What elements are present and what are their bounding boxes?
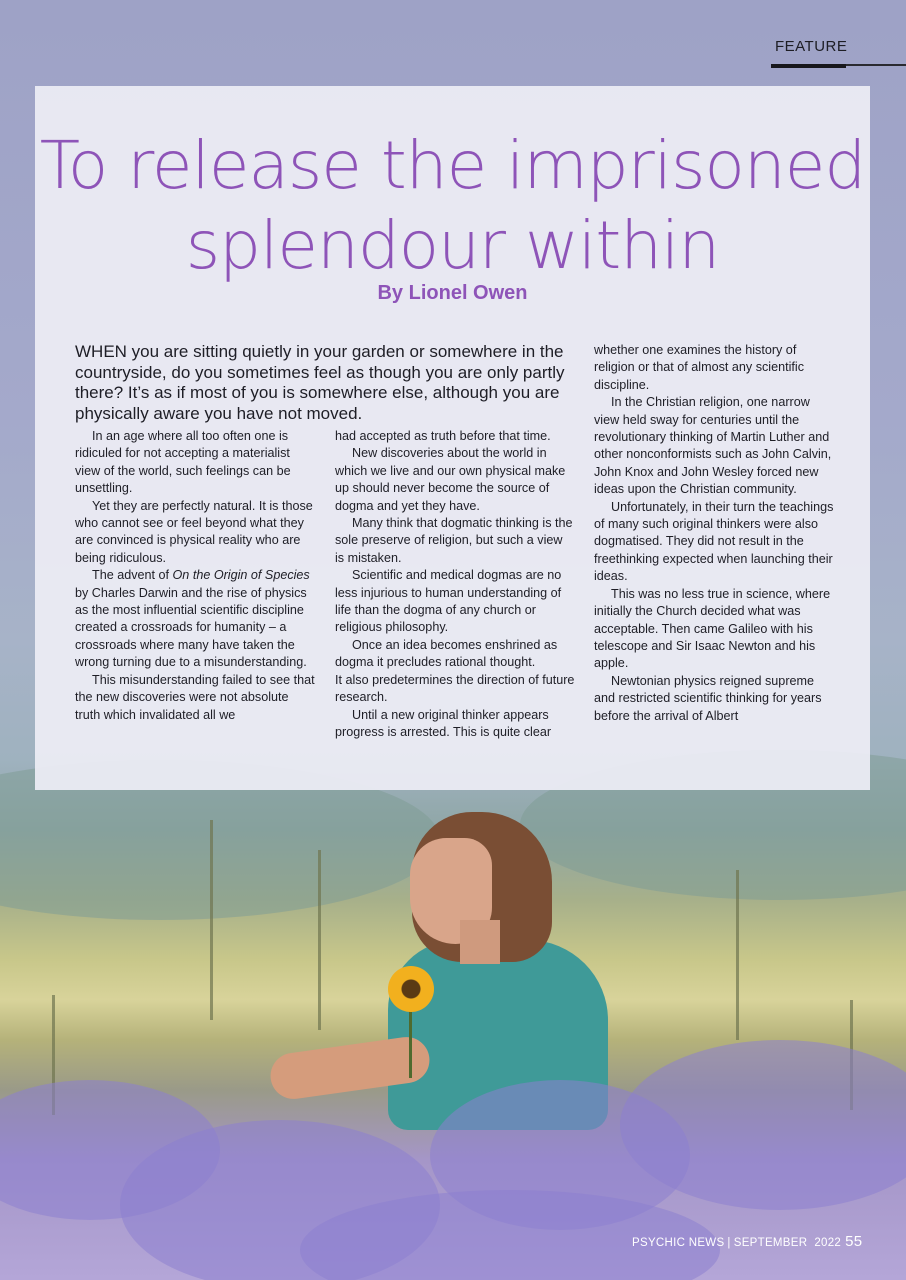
paragraph: Until a new original thinker appears progress is arrested. This is quite clear — [335, 707, 552, 739]
plant-stem — [210, 820, 213, 1020]
footer-separator: | — [727, 1237, 731, 1249]
issue-date: SEPTEMBER 2022 — [733, 1237, 842, 1249]
intro-paragraph: WHEN you are sitting quietly in your garden or somewhere in the countryside, do you sometimes feel as though you are only partly there? It’s as if most of you is somewhere else, although you are physically aware you have not moved. — [75, 342, 565, 423]
paragraph: New discoveries about the world in which we live and our own physical make up should never become the source of dogma and yet they have. — [335, 446, 566, 513]
paragraph: Many think that dogmatic thinking is the sole preserve of religion, but such a view is mistaken. — [335, 516, 573, 565]
paragraph: Yet they are perfectly natural. It is those who cannot see or feel beyond what they are convinced is physical reality who are being ridiculous. — [75, 498, 313, 565]
paragraph: whether one examines the history of religion or that of almost any scientific discipline. — [594, 343, 804, 392]
paragraph: The advent of On the Origin of Species by Charles Darwin and the rise of physics as the most influential scientific discipline created a crossroads for humanity – a crossroads where many have taken the wrong turning due to a misunderstanding. — [75, 568, 310, 670]
plant-stem — [318, 850, 321, 1030]
article-panel — [35, 86, 870, 790]
section-label: FEATURE — [775, 38, 848, 55]
paragraph: Newtonian physics reigned supreme and restricted scientific thinking for years before the arrival of Albert — [594, 673, 822, 723]
column-3 — [594, 342, 834, 725]
book-title: On the Origin of Species — [172, 568, 310, 583]
title-line-2: splendour within — [185, 207, 720, 284]
paragraph: Unfortunately, in their turn the teachings of many such original thinkers were also dogmatised. They did not result in the freethinking expected when launching their ideas. — [594, 499, 834, 584]
paragraph: Once an idea becomes enshrined as dogma it precludes rational thought. — [335, 637, 558, 670]
page-footer — [632, 1233, 862, 1250]
paragraph: In an age where all too often one is ridiculed for not accepting a materialist view of the world, such feelings can be unsettling. — [75, 429, 291, 496]
sunflower-icon — [388, 966, 434, 1012]
section-rule-accent — [771, 64, 846, 68]
byline: By Lionel Owen — [377, 282, 528, 304]
article-title — [35, 126, 870, 286]
column-2 — [335, 428, 575, 741]
paragraph: In the Christian religion, one narrow view held sway for centuries until the revolutionary thinking of Martin Luther and other nonconformists such as John Calvin, John Knox and John Wesley forced new ideas upon the Christian community. — [594, 395, 832, 497]
title-line-1: To release the imprisoned — [39, 127, 866, 204]
neck — [460, 920, 500, 964]
paragraph: Scientific and medical dogmas are no less injurious to human understanding of life than the dogma of any church or religious philosophy. — [335, 568, 562, 635]
paragraph: This was no less true in science, where initially the Church decided what was acceptable. Then came Galileo with his telescope and Sir Isaac Newton and his apple. — [594, 586, 831, 671]
column-1 — [75, 428, 315, 724]
publication-name: PSYCHIC NEWS — [632, 1237, 725, 1249]
paragraph: had accepted as truth before that time. — [335, 429, 551, 443]
paragraph: This misunderstanding failed to see that the new discoveries were not absolute truth which invalidated all we — [75, 672, 315, 722]
plant-stem — [736, 870, 739, 1040]
page-number: 55 — [845, 1233, 863, 1250]
paragraph: It also predetermines the direction of future research. — [335, 672, 575, 705]
sunflower-stem — [409, 1008, 412, 1078]
